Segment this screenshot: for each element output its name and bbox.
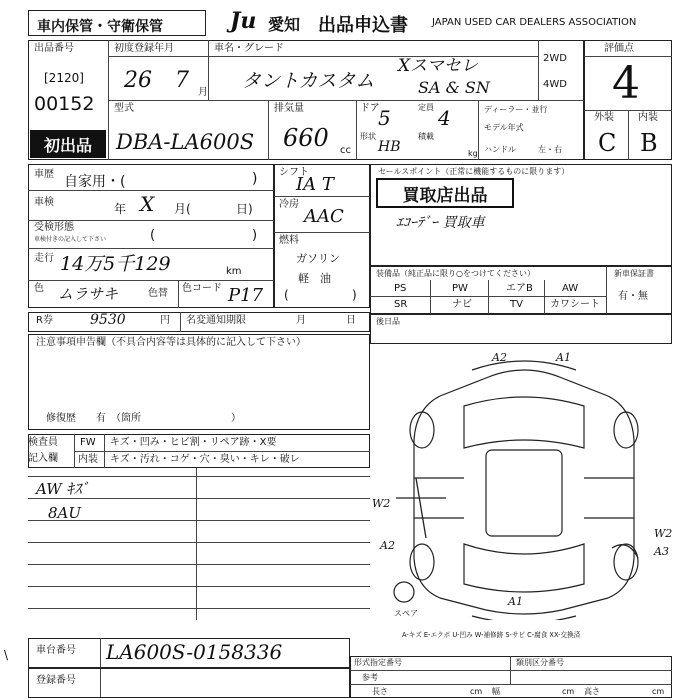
note-line2: 8AU bbox=[48, 504, 82, 522]
sales-note: ｴｺｰﾃﾞｰ 買取車 bbox=[396, 215, 485, 231]
shift-label: シフト bbox=[279, 167, 309, 178]
drive-2wd: 2WD bbox=[543, 53, 567, 64]
seats-label: 定員 bbox=[418, 103, 434, 112]
equip-sr: SR bbox=[394, 299, 408, 310]
equip-aw: AW bbox=[562, 283, 579, 294]
inspector-row2: キズ・汚れ・コゲ・穴・臭い・キレ・破レ bbox=[110, 454, 300, 465]
width-label: 幅 bbox=[492, 687, 500, 696]
usage-label: 車歴 bbox=[34, 169, 54, 180]
mileage-unit: km bbox=[226, 266, 242, 277]
color-change-label: 色替 bbox=[148, 288, 168, 299]
lot-label: 出品番号 bbox=[34, 43, 74, 54]
inspection-label: 車検 bbox=[34, 197, 54, 208]
height-label: 高さ bbox=[584, 687, 600, 696]
first-listing-badge bbox=[30, 130, 106, 158]
inspector-label1: 検査員 bbox=[28, 437, 58, 448]
spare-label: スペア bbox=[394, 609, 418, 618]
brand-place: 愛知 bbox=[268, 15, 301, 34]
interior-label: 内装 bbox=[638, 112, 658, 123]
type-label: 形式指定番号 bbox=[354, 658, 402, 667]
back-label: 後日品 bbox=[376, 317, 400, 326]
repair-history: 修復歴 有 （箇所 ） bbox=[46, 413, 241, 424]
mark-a1-top: A1 bbox=[556, 351, 571, 364]
exterior-score: C bbox=[598, 129, 617, 157]
inspector-row1: キズ・凹み・ヒビ割・リペア跡・X要 bbox=[110, 437, 277, 448]
receive-open: ( bbox=[150, 228, 156, 243]
mark-a2-top: A2 bbox=[492, 351, 507, 364]
ac-value: AAC bbox=[304, 206, 344, 227]
class-label: 類別区分番号 bbox=[516, 658, 564, 667]
inspector-row2-tag: 内装 bbox=[78, 454, 98, 465]
reg-month-unit: 月 bbox=[198, 87, 208, 98]
sales-stamp-text: 買取店出品 bbox=[402, 185, 488, 206]
name-change-label: 名変通知期限 bbox=[186, 315, 246, 326]
inspector-row1-tag: FW bbox=[80, 437, 96, 448]
handle-lr: 左・右 bbox=[538, 145, 562, 154]
load-unit: kg bbox=[468, 149, 478, 158]
exterior-label: 外装 bbox=[594, 112, 614, 123]
lot-code: [2120] bbox=[44, 71, 84, 85]
car-name: タントカスタム bbox=[242, 70, 375, 92]
receive-sub: 車検付きの記入して下さい bbox=[34, 236, 107, 243]
car-diagram bbox=[376, 348, 672, 620]
chassis-value: LA600S-0158336 bbox=[106, 640, 283, 664]
dealer-label: ディーラー・並行 bbox=[484, 105, 548, 114]
recycle-value: 9530 bbox=[90, 312, 126, 328]
car-name-label: 車名・グレード bbox=[214, 43, 284, 54]
sales-stamp bbox=[376, 178, 514, 208]
drive-4wd: 4WD bbox=[543, 79, 567, 90]
registration-box bbox=[28, 668, 350, 698]
fuel-diesel: 軽 油 bbox=[298, 272, 331, 285]
inspection-year: 年 bbox=[114, 202, 127, 216]
receive-close: ) bbox=[252, 228, 258, 243]
mark-a2-left: A2 bbox=[380, 539, 395, 552]
model-value: DBA-LA600S bbox=[116, 130, 255, 154]
fuel-gasoline: ガソリン bbox=[296, 252, 340, 265]
usage-close: ) bbox=[252, 171, 258, 187]
back-box bbox=[370, 314, 672, 344]
color-code-label: 色コード bbox=[182, 283, 222, 294]
sales-label: セールスポイント（正常に機能するものに限ります） bbox=[378, 167, 570, 176]
length-unit: cm bbox=[470, 687, 483, 696]
model-year-label: モデル年式 bbox=[484, 123, 524, 132]
warranty-value: 有・無 bbox=[618, 291, 648, 302]
reg-month: 7 bbox=[175, 68, 189, 93]
fuel-close: ) bbox=[352, 288, 357, 302]
equip-navi: ナビ bbox=[452, 299, 472, 310]
equip-ps: PS bbox=[394, 283, 407, 294]
ac-label: 冷房 bbox=[279, 199, 299, 210]
name-change-month: 月 bbox=[296, 315, 306, 326]
mileage-value: 14万5千129 bbox=[60, 253, 171, 275]
doors-label: ドア bbox=[360, 103, 380, 114]
mark-a1-bottom: A1 bbox=[508, 595, 523, 608]
equip-tv: TV bbox=[510, 299, 523, 310]
displacement-label: 排気量 bbox=[274, 103, 304, 114]
height-unit: cm bbox=[652, 687, 665, 696]
form-title: 出品申込書 bbox=[318, 15, 408, 36]
inspection-month: X bbox=[140, 192, 155, 216]
equip-leather: カワシート bbox=[550, 299, 600, 310]
model-label: 型式 bbox=[114, 103, 134, 114]
car-grade2: SA & SN bbox=[418, 78, 490, 97]
chassis-label: 車台番号 bbox=[36, 645, 76, 656]
storage-label: 車内保管・守衛保管 bbox=[37, 19, 163, 35]
margin-mark: \ bbox=[4, 648, 9, 662]
inspection-day: 日) bbox=[236, 202, 253, 216]
color-value: ムラサキ bbox=[58, 285, 119, 303]
equip-airbag: エアB bbox=[506, 283, 533, 294]
receive-label: 受検形態 bbox=[34, 222, 74, 233]
mark-a3-right: A3 bbox=[654, 545, 669, 558]
shape-value: HB bbox=[378, 139, 401, 155]
warranty-label: 新車保証書 bbox=[614, 269, 654, 278]
name-change-day: 日 bbox=[346, 315, 356, 326]
equipment-label: 装備品（純正品に限り○をつけてください） bbox=[376, 269, 535, 278]
reg-year: 26 bbox=[124, 68, 152, 93]
usage-value: 自家用・( bbox=[64, 174, 126, 190]
reg-label: 初度登録年月 bbox=[114, 43, 174, 54]
seats-value: 4 bbox=[438, 106, 451, 130]
association-name: JAPAN USED CAR DEALERS ASSOCIATION bbox=[432, 17, 637, 28]
displacement-unit: cc bbox=[340, 145, 351, 156]
lot-number: 00152 bbox=[34, 93, 95, 115]
registration-label: 登録番号 bbox=[36, 675, 76, 686]
mark-w2-right: W2 bbox=[654, 527, 673, 540]
score-value: 4 bbox=[612, 58, 640, 109]
width-unit: cm bbox=[562, 687, 575, 696]
inspector-label2: 記入欄 bbox=[28, 453, 58, 464]
brand-logo: Ju bbox=[230, 8, 257, 34]
color-code: P17 bbox=[228, 285, 264, 306]
displacement-value: 660 bbox=[283, 124, 329, 152]
equip-pw: PW bbox=[452, 283, 468, 294]
mark-w2-left: W2 bbox=[372, 497, 391, 510]
diagram-legend: A-キズ E-エクボ U-凹み W-補修跡 S-サビ C-腐食 XX-交換済 bbox=[402, 631, 581, 639]
doors-value: 5 bbox=[378, 106, 391, 130]
storage-box bbox=[28, 10, 206, 36]
interior-score: B bbox=[640, 129, 658, 157]
recycle-unit: 円 bbox=[160, 315, 170, 326]
handle-label: ハンドル bbox=[484, 145, 516, 154]
fuel-open: ( bbox=[284, 288, 289, 302]
length-label: 長さ bbox=[372, 687, 388, 696]
notes-label: 注意事項申告欄（不具合内容等は具体的に記入して下さい） bbox=[36, 337, 306, 348]
first-listing-text: 初出品 bbox=[43, 135, 92, 155]
ref-label: 参考 bbox=[362, 673, 378, 682]
car-grade: Xスマセレ bbox=[398, 56, 478, 76]
shift-value: IA T bbox=[296, 174, 334, 195]
score-label: 評価点 bbox=[604, 43, 634, 54]
load-label: 積載 bbox=[418, 132, 434, 141]
color-label: 色 bbox=[34, 283, 44, 294]
mileage-label: 走行 bbox=[34, 253, 54, 264]
note-line1: AW ｷｽﾞ bbox=[36, 480, 89, 498]
fuel-label: 燃料 bbox=[279, 235, 299, 246]
inspection-month-unit: 月( bbox=[174, 202, 191, 216]
shape-label: 形状 bbox=[360, 132, 376, 141]
recycle-label: R券 bbox=[36, 315, 53, 326]
